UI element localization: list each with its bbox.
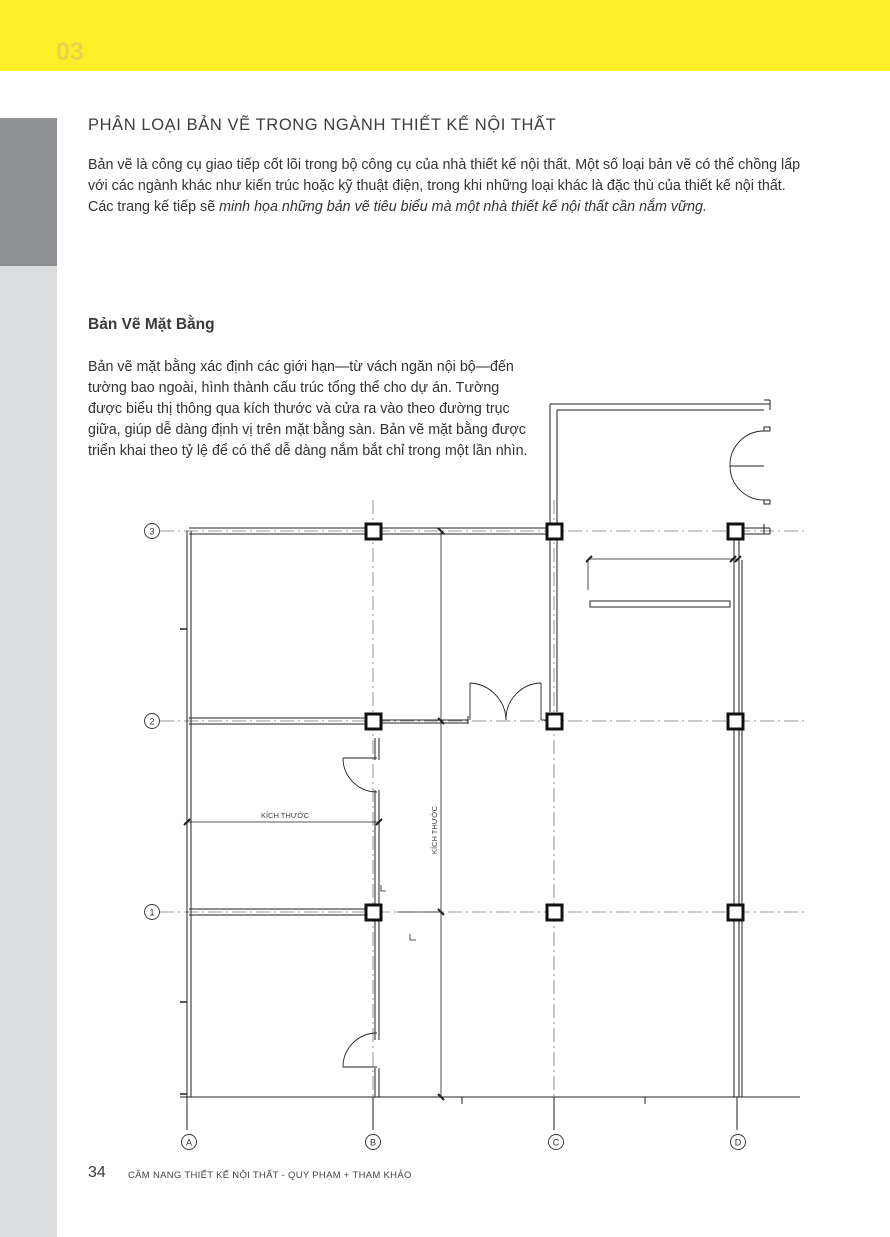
left-ticks bbox=[180, 629, 187, 1094]
symbol-1 bbox=[381, 885, 386, 891]
grid-label-row-1: 1 bbox=[149, 907, 155, 918]
door-top bbox=[470, 683, 541, 720]
intro-emphasis: minh họa những bản vẽ tiêu biểu mà một nhà thiết kế nội thất cần nắm vững. bbox=[219, 199, 707, 215]
wall-left bbox=[187, 531, 191, 1097]
structural-columns bbox=[366, 524, 743, 920]
counter bbox=[590, 601, 730, 607]
door-left-lower bbox=[343, 1033, 377, 1067]
wall-col-c bbox=[550, 400, 770, 712]
intro-text: Bản vẽ là công cụ giao tiếp cốt lõi trong bộ công cụ của nhà thiết kế nội thất. Một số loại bản vẽ có thể chồng lấp với các ngành khác như kiến trúc hoặc kỹ thuật điện, trong khi những loại khác là đặc thù của thiết kế nội thất. Các trang kế tiếp sẽ bbox=[88, 157, 801, 215]
floor-plan-description: Bản vẽ mặt bằng xác định các giới hạn—từ vách ngăn nội bộ—đến tường bao ngoài, hình thành cấu trúc tổng thể cho dự án. Tường được biểu thị thông qua kích thước và cửa ra vào theo đường trục giữa, giúp dễ dàng định vị trên mặt bằng sàn. Bản vẽ mặt bằng được triển khai theo tỷ lệ để có thể dễ dàng nắm bắt chỉ trong một lần nhìn. bbox=[88, 359, 528, 459]
grid-lines bbox=[160, 500, 808, 1100]
grid-label-row-3: 3 bbox=[149, 526, 155, 537]
page-number: 34 bbox=[88, 1164, 106, 1181]
grid-bubbles bbox=[145, 524, 746, 1150]
wall-col-d bbox=[734, 540, 742, 1097]
dimension-label-h: KÍCH THƯỚC bbox=[260, 811, 310, 820]
grid-label-col-a: A bbox=[185, 1137, 193, 1148]
section-title: PHÂN LOẠI BẢN VẼ TRONG NGÀNH THIẾT KẾ NỘI THẤT bbox=[88, 116, 557, 134]
grid-label-col-c: C bbox=[552, 1137, 560, 1148]
dimension-label-v: KÍCH THƯỚC bbox=[430, 805, 439, 855]
chapter-number: 03 bbox=[56, 38, 84, 66]
door-right bbox=[730, 431, 764, 500]
grid-label-col-b: B bbox=[369, 1137, 377, 1148]
running-footer: CẨM NANG THIẾT KẾ NỘI THẤT - QUY PHẠM + THAM KHẢO bbox=[128, 1170, 412, 1181]
door-left-upper bbox=[343, 758, 377, 792]
grid-label-row-2: 2 bbox=[149, 716, 155, 727]
symbol-2 bbox=[410, 934, 416, 940]
floor-plan-heading: Bản Vẽ Mặt Bằng bbox=[88, 316, 215, 333]
base-ticks bbox=[187, 1097, 737, 1130]
grid-label-col-d: D bbox=[734, 1137, 742, 1148]
